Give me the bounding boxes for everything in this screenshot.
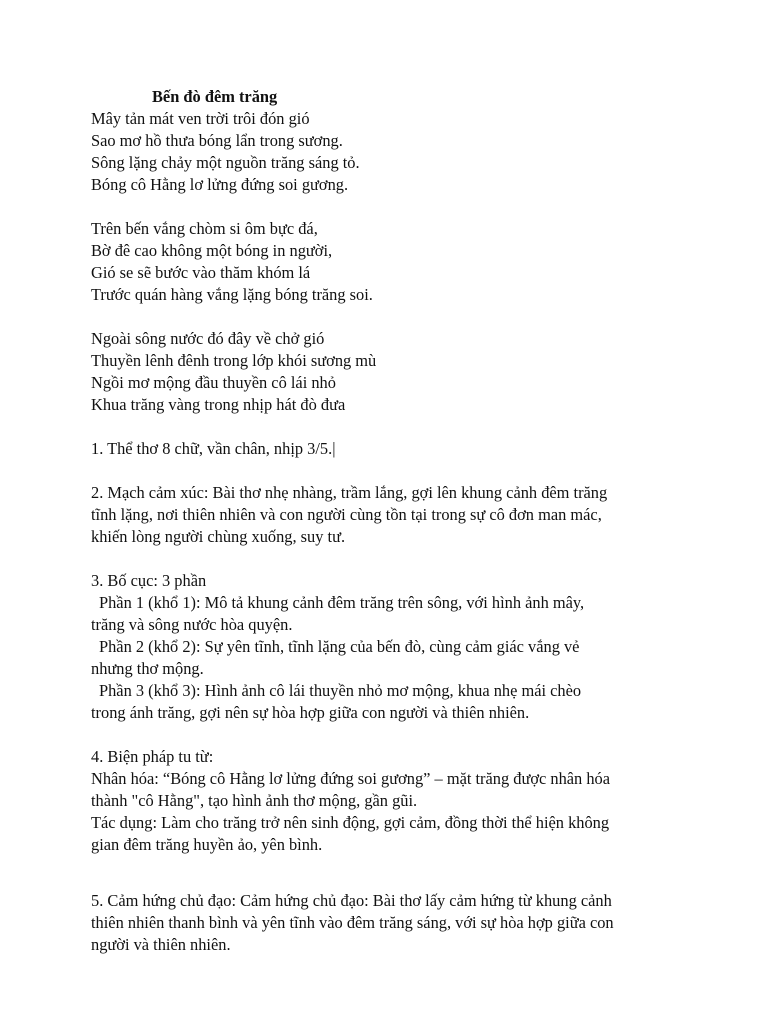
analysis-line: 3. Bố cục: 3 phần	[91, 571, 207, 590]
analysis-line: trong ánh trăng, gợi nên sự hòa hợp giữa con người và thiên nhiên.	[91, 703, 530, 722]
analysis-line: nhưng thơ mộng.	[91, 659, 204, 678]
stanza-spacer	[91, 306, 711, 328]
section-spacer	[91, 724, 711, 746]
poem-line: Ngồi mơ mộng đầu thuyền cô lái nhỏ	[91, 373, 336, 392]
analysis-line: Phần 3 (khổ 3): Hình ảnh cô lái thuyền nhỏ mơ mộng, khua nhẹ mái chèo	[99, 681, 582, 700]
analysis-line: Phần 1 (khổ 1): Mô tả khung cảnh đêm trăng trên sông, với hình ảnh mây,	[99, 593, 585, 612]
section-spacer	[91, 460, 711, 482]
poem-line: Bờ đê cao không một bóng in người,	[91, 241, 333, 260]
poem-line: Sao mơ hồ thưa bóng lẩn trong sương.	[91, 131, 343, 150]
poem-line: Ngoài sông nước đó đây về chở gió	[91, 329, 325, 348]
analysis-line: 2. Mạch cảm xúc: Bài thơ nhẹ nhàng, trầm lắng, gợi lên khung cảnh đêm trăng	[91, 483, 608, 502]
section-spacer	[91, 856, 711, 890]
analysis-line: thành "cô Hằng", tạo hình ảnh thơ mộng, gần gũi.	[91, 791, 418, 810]
section-spacer	[91, 416, 711, 438]
analysis-emotion	[91, 482, 711, 548]
poem-line: Bóng cô Hằng lơ lửng đứng soi gương.	[91, 175, 349, 194]
poem-line: Mây tản mát ven trời trôi đón gió	[91, 109, 310, 128]
analysis-form	[91, 438, 711, 460]
analysis-line: người và thiên nhiên.	[91, 935, 231, 954]
stanza-spacer	[91, 196, 711, 218]
analysis-line: tĩnh lặng, nơi thiên nhiên và con người cùng tồn tại trong sự cô đơn man mác,	[91, 505, 602, 524]
poem-line: Sông lặng chảy một nguồn trăng sáng tỏ.	[91, 153, 360, 172]
poem-stanza-2	[91, 218, 711, 306]
poem-stanza-3	[91, 328, 711, 416]
analysis-structure	[91, 570, 711, 724]
poem-title: Bến đò đêm trăng	[152, 87, 278, 106]
poem-line: Khua trăng vàng trong nhịp hát đò đưa	[91, 395, 346, 414]
poem-line: Trước quán hàng vắng lặng bóng trăng soi.	[91, 285, 373, 304]
analysis-line: khiến lòng người chùng xuống, suy tư.	[91, 527, 346, 546]
analysis-line: Phần 2 (khổ 2): Sự yên tĩnh, tĩnh lặng của bến đò, cùng cảm giác vắng vẻ	[99, 637, 580, 656]
analysis-line: 5. Cảm hứng chủ đạo: Cảm hứng chủ đạo: Bài thơ lấy cảm hứng từ khung cảnh	[91, 891, 612, 910]
analysis-line: 4. Biện pháp tu từ:	[91, 747, 214, 766]
analysis-inspiration	[91, 890, 711, 956]
analysis-line: 1. Thể thơ 8 chữ, vần chân, nhịp 3/5.|	[91, 439, 336, 458]
document-page	[91, 86, 711, 956]
section-spacer	[91, 548, 711, 570]
analysis-line: thiên nhiên thanh bình và yên tĩnh vào đêm trăng sáng, với sự hòa hợp giữa con	[91, 913, 614, 932]
analysis-line: Nhân hóa: “Bóng cô Hằng lơ lửng đứng soi gương” – mặt trăng được nhân hóa	[91, 769, 611, 788]
poem-stanza-1	[91, 108, 711, 196]
analysis-line: gian đêm trăng huyền ảo, yên bình.	[91, 835, 323, 854]
poem-line: Trên bến vắng chòm si ôm bực đá,	[91, 219, 318, 238]
poem-line: Gió se sẽ bước vào thăm khóm lá	[91, 263, 311, 282]
analysis-line: trăng và sông nước hòa quyện.	[91, 615, 293, 634]
analysis-rhetoric	[91, 746, 711, 856]
poem-line: Thuyền lênh đênh trong lớp khói sương mù	[91, 351, 377, 370]
analysis-line: Tác dụng: Làm cho trăng trở nên sinh động, gợi cảm, đồng thời thể hiện không	[91, 813, 610, 832]
